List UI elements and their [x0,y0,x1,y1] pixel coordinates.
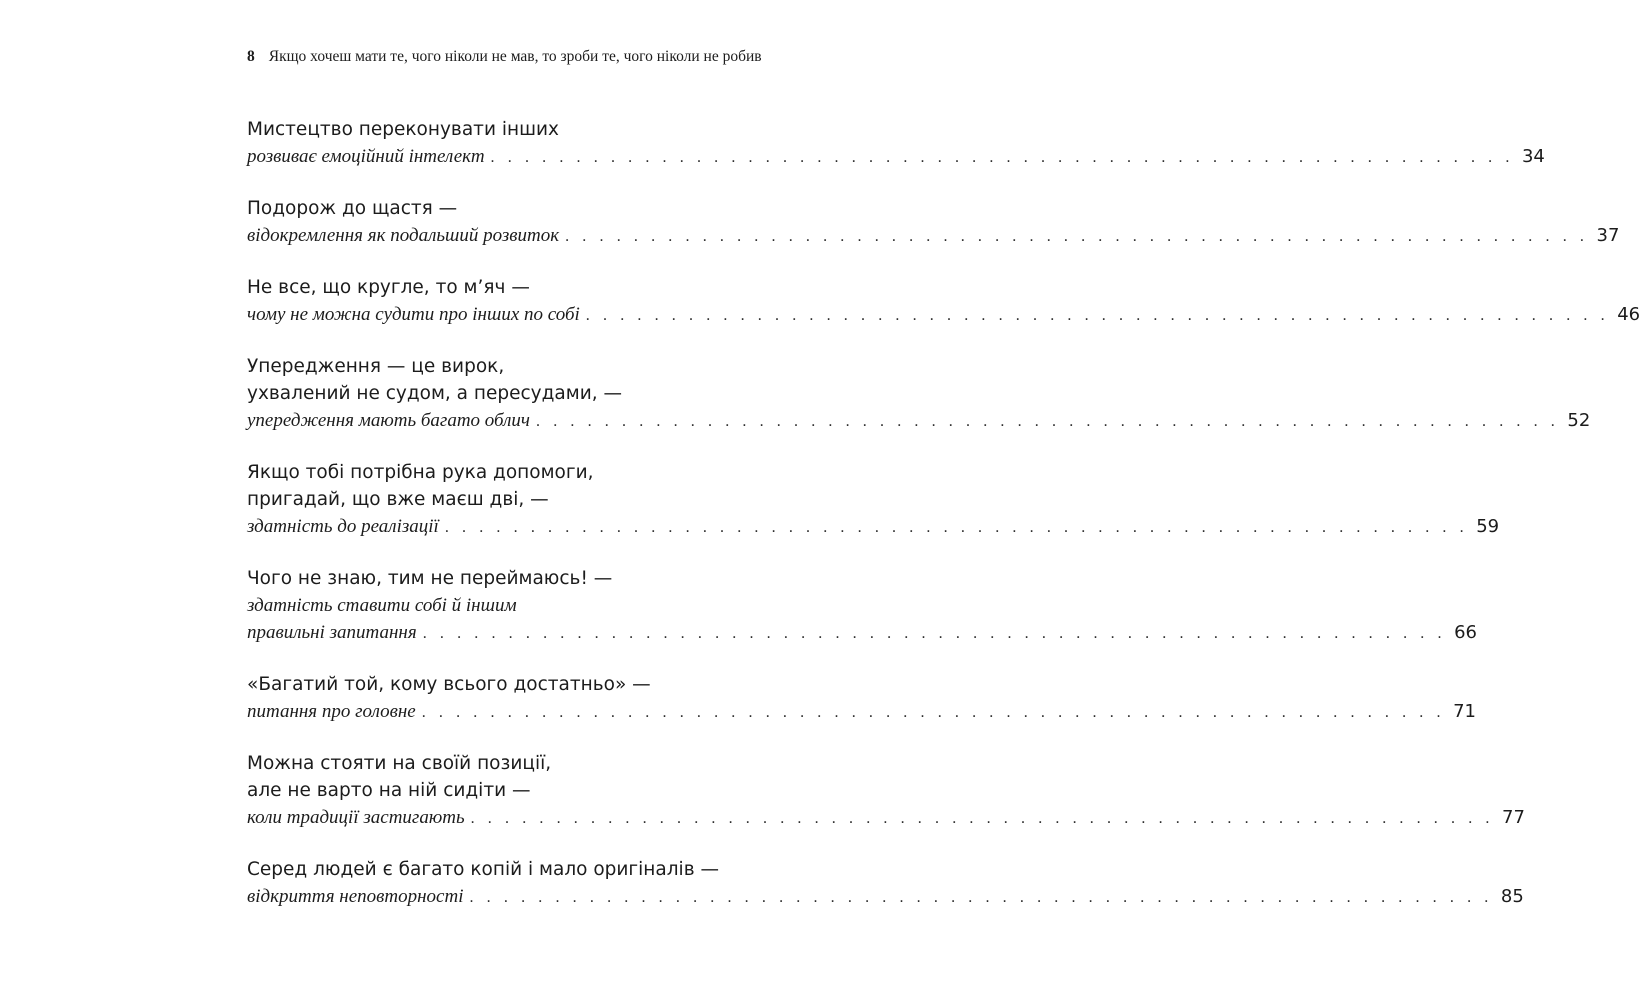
toc-entry-title: ухвалений не судом, а пересудами, — [247,383,622,404]
toc-page-number: 59 [1476,516,1500,537]
dot-leader: . . . . . . . . . . . . . . . . . . . . . . . . . . . . . . . . . . . . . . . . . . . . . . . . . . . . . . . . . . . . [422,625,1447,642]
toc-entry-title: «Багатий той, кому всього достатньо» — [247,674,651,695]
dot-leader: . . . . . . . . . . . . . . . . . . . . . . . . . . . . . . . . . . . . . . . . . . . . . . . . . . . . . . . . . . . . [536,413,1560,430]
toc-entry [247,274,1640,328]
toc-entry [247,750,1525,831]
toc-entry-title: пригадай, що вже маєш дві, — [247,489,549,510]
toc-entry-subtitle-row [247,698,1477,725]
toc-entry [247,116,1545,170]
toc-entry-subtitle-row [247,804,1525,831]
toc-entry-title: Чого не знаю, тим не переймаюсь! — [247,568,613,589]
toc-entry [247,195,1620,249]
toc-entry-subtitle-row [247,407,1591,434]
toc-entry-title: Не все, що кругле, то м’яч — [247,277,530,298]
toc-entry [247,459,1500,540]
toc-entry-subtitle: коли традиції застигають [247,807,465,828]
toc-entry [247,565,1477,646]
toc-entry-title: Подорож до щастя — [247,198,458,219]
toc-entry-subtitle: питання про головне [247,701,416,722]
toc-page-number: 52 [1567,410,1591,431]
toc-entry-subtitle-row [247,619,1477,646]
toc-page-number: 46 [1617,304,1640,325]
toc-entry-title: Мистецтво переконувати інших [247,119,559,140]
toc-entry [247,671,1477,725]
dot-leader: . . . . . . . . . . . . . . . . . . . . . . . . . . . . . . . . . . . . . . . . . . . . . . . . . . . . . . . . . . . . [490,149,1514,166]
running-header [247,48,777,66]
toc-page-number: 34 [1521,146,1545,167]
toc-entry-title: але не варто на ній сидіти — [247,780,531,801]
toc-entry-subtitle: упередження мають багато облич [247,410,530,431]
toc-entry-subtitle-row [247,883,1524,910]
toc-entry-title: Можна стояти на своїй позиції, [247,753,552,774]
dot-leader: . . . . . . . . . . . . . . . . . . . . . . . . . . . . . . . . . . . . . . . . . . . . . . . . . . . . . . . . . . . . [565,228,1589,245]
toc-page-number: 66 [1454,622,1477,643]
toc-entry [247,856,1524,910]
toc-entry-subtitle: здатність ставити собі й іншим [247,595,517,616]
toc-entry [247,353,1591,434]
toc-entry-subtitle: здатність до реалізації [247,516,439,537]
dot-leader: . . . . . . . . . . . . . . . . . . . . . . . . . . . . . . . . . . . . . . . . . . . . . . . . . . . . . . . . . . . . [469,889,1493,906]
dot-leader: . . . . . . . . . . . . . . . . . . . . . . . . . . . . . . . . . . . . . . . . . . . . . . . . . . . . . . . . . . . . [421,704,1446,721]
toc-entry-subtitle-row [247,301,1640,328]
toc-entry-subtitle-row [247,513,1500,540]
toc-entry-subtitle: розвиває емоційний інтелект [247,146,485,167]
toc-entry-subtitle: відкриття неповторності [247,886,464,907]
toc-entry-title: Серед людей є багато копій і мало оригіналів — [247,859,719,880]
toc-entry-subtitle: чому не можна судити про інших по собі [247,304,580,325]
toc-page-number: 71 [1453,701,1477,722]
running-title: Якщо хочеш мати те, чого ніколи не мав, то зроби те, чого ніколи не робив [268,48,762,65]
toc-entry-subtitle-row [247,222,1620,249]
toc-entry-subtitle: відокремлення як подальший розвиток [247,225,560,246]
dot-leader: . . . . . . . . . . . . . . . . . . . . . . . . . . . . . . . . . . . . . . . . . . . . . . . . . . . . . . . . . . . . [470,810,1495,827]
dot-leader: . . . . . . . . . . . . . . . . . . . . . . . . . . . . . . . . . . . . . . . . . . . . . . . . . . . . . . . . . . . . [444,519,1469,536]
toc-entry-title: Упередження — це вирок, [247,356,505,377]
toc-page-number: 85 [1500,886,1524,907]
toc-page-number: 37 [1596,225,1620,246]
toc-entry-subtitle-row [247,143,1545,170]
toc-entry-subtitle: правильні запитання [247,622,417,643]
toc-entry-subtitle-row [247,592,760,619]
toc-entry-title: Якщо тобі потрібна рука допомоги, [247,462,594,483]
page-number: 8 [247,48,255,65]
table-of-contents [247,116,1640,935]
dot-leader: . . . . . . . . . . . . . . . . . . . . . . . . . . . . . . . . . . . . . . . . . . . . . . . . . . . . . . . . . . . . [585,307,1610,324]
toc-page-number: 77 [1502,807,1525,828]
